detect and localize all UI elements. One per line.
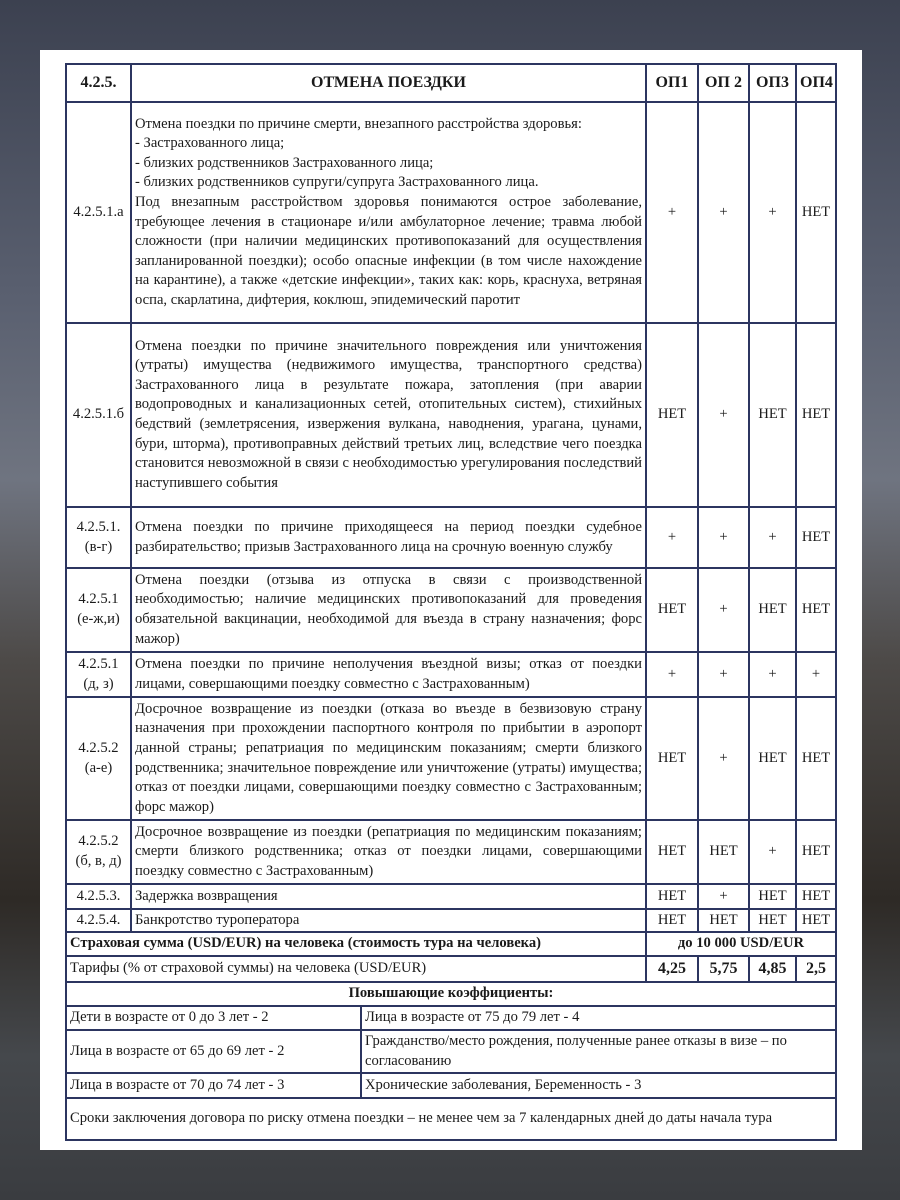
option-value: НЕТ — [749, 323, 796, 507]
coverage-row — [66, 697, 836, 820]
row-code: 4.2.5.3. — [66, 884, 131, 909]
option-value: НЕТ — [796, 884, 836, 909]
coefficient-cell: Дети в возрасте от 0 до 3 лет - 2 — [66, 1006, 361, 1030]
option-value: НЕТ — [796, 820, 836, 884]
option-value: НЕТ — [646, 884, 698, 909]
coefficients-header-row — [66, 982, 836, 1006]
section-code: 4.2.5. — [66, 64, 131, 102]
option-value: + — [749, 652, 796, 697]
row-code: 4.2.5.1 (д, з) — [66, 652, 131, 697]
coefficient-row — [66, 1073, 836, 1098]
row-code: 4.2.5.1.а — [66, 102, 131, 323]
option-value: НЕТ — [646, 568, 698, 652]
option-value: + — [646, 102, 698, 323]
row-code: 4.2.5.4. — [66, 909, 131, 932]
option-value: НЕТ — [796, 568, 836, 652]
section-title: ОТМЕНА ПОЕЗДКИ — [131, 64, 646, 102]
coverage-row — [66, 884, 836, 909]
row-description: Досрочное возвращение из поездки (отказа во въезде в безвизовую страну назначения при прохождении паспортного контроля по прибытии в аэропорт данной страны; репатриация по медицинским показаниям; смерти близкого родственника; значительное повреждение или уничтожение (утраты) имущества; отказ от поездки лицами, совершающими поездку совместно с Застрахованным; форс мажор) — [131, 697, 646, 820]
option-value: + — [646, 507, 698, 568]
sum-row — [66, 932, 836, 956]
option-value: + — [698, 102, 749, 323]
sum-label: Страховая сумма (USD/EUR) на человека (стоимость тура на человека) — [66, 932, 646, 956]
row-code: 4.2.5.2 (б, в, д) — [66, 820, 131, 884]
tariffs-label: Тарифы (% от страховой суммы) на человека (USD/EUR) — [66, 956, 646, 982]
coefficients-title: Повышающие коэффициенты: — [66, 982, 836, 1006]
option-header: ОП 2 — [698, 64, 749, 102]
row-code: 4.2.5.2 (а-е) — [66, 697, 131, 820]
coverage-row — [66, 568, 836, 652]
option-value: НЕТ — [698, 909, 749, 932]
coverage-row — [66, 652, 836, 697]
option-value: + — [646, 652, 698, 697]
tariff-value: 2,5 — [796, 956, 836, 982]
insurance-table — [65, 63, 837, 1141]
coefficient-cell: Лица в возрасте от 65 до 69 лет - 2 — [66, 1030, 361, 1073]
coefficient-row — [66, 1030, 836, 1073]
option-value: НЕТ — [749, 697, 796, 820]
row-description: Отмена поездки (отзыва из отпуска в связи с производственной необходимостью; наличие медицинских противопоказаний для проведения обязательной вакцинации, необходимой для въезда в страну назначения; форс мажор) — [131, 568, 646, 652]
row-description: Задержка возвращения — [131, 884, 646, 909]
row-code: 4.2.5.1 (е-ж,и) — [66, 568, 131, 652]
option-header: ОП4 — [796, 64, 836, 102]
coverage-row — [66, 507, 836, 568]
tariff-value: 4,25 — [646, 956, 698, 982]
coefficient-cell: Гражданство/место рождения, полученные ранее отказы в визе – по согласованию — [361, 1030, 836, 1073]
coefficient-row — [66, 1006, 836, 1030]
option-value: НЕТ — [646, 323, 698, 507]
footnote-row — [66, 1098, 836, 1140]
coverage-row — [66, 102, 836, 323]
footnote: Сроки заключения договора по риску отмена поездки – не менее чем за 7 календарных дней до даты начала тура — [66, 1098, 836, 1140]
option-value: + — [796, 652, 836, 697]
option-value: НЕТ — [796, 507, 836, 568]
row-description: Отмена поездки по причине приходящееся на период поездки судебное разбирательство; призыв Застрахованного лица на срочную военную службу — [131, 507, 646, 568]
option-value: НЕТ — [796, 909, 836, 932]
coefficient-cell: Лица в возрасте от 70 до 74 лет - 3 — [66, 1073, 361, 1098]
option-value: + — [698, 884, 749, 909]
option-header: ОП1 — [646, 64, 698, 102]
option-value: + — [749, 820, 796, 884]
row-code: 4.2.5.1. (в-г) — [66, 507, 131, 568]
row-description: Отмена поездки по причине смерти, внезапного расстройства здоровья: - Застрахованного лица; - близких родственников Застрахованного лица; - близких родственников супруги/супруга Застрахованного лица. Под внезапным расстройством здоровья понимаются острое заболевание, требующее лечения в стационаре и/или амбулаторное лечение; травма любой сложности (при наличии медицинских противопоказаний для осуществления запланированной поездки); особо опасные инфекции (в том числе нахождение на карантине), а также «детские инфекции», таких как: корь, краснуха, ветряная оспа, скарлатина, дифтерия, коклюш, эпидемический паротит — [131, 102, 646, 323]
tariff-value: 5,75 — [698, 956, 749, 982]
option-value: + — [698, 652, 749, 697]
option-value: НЕТ — [646, 697, 698, 820]
option-value: + — [749, 507, 796, 568]
coefficient-cell: Хронические заболевания, Беременность - 3 — [361, 1073, 836, 1098]
row-description: Отмена поездки по причине неполучения въездной визы; отказ от поездки лицами, совершающими поездку совместно с Застрахованным) — [131, 652, 646, 697]
option-value: + — [698, 507, 749, 568]
row-code: 4.2.5.1.б — [66, 323, 131, 507]
coverage-row — [66, 820, 836, 884]
row-description: Досрочное возвращение из поездки (репатриация по медицинским показаниям; смерти близкого родственника; отказ от поездки лицами, совершающими поездку совместно с Застрахованным) — [131, 820, 646, 884]
option-value: НЕТ — [796, 102, 836, 323]
sum-value: до 10 000 USD/EUR — [646, 932, 836, 956]
header-row — [66, 64, 836, 102]
option-value: НЕТ — [796, 697, 836, 820]
tariffs-row — [66, 956, 836, 982]
option-value: НЕТ — [646, 909, 698, 932]
tariff-value: 4,85 — [749, 956, 796, 982]
option-value: + — [698, 568, 749, 652]
document-page — [40, 50, 862, 1150]
row-description: Отмена поездки по причине значительного повреждения или уничтожения (утраты) имущества (недвижимого имущества, транспортного средства) Застрахованного лица в результате пожара, затопления (при аварии водопроводных и канализационных сетей, отопительных систем), стихийных бедствий (землетрясения, извержения вулкана, наводнения, урагана, цунами, бури, шторма), противоправных действий третьих лиц, вследствие чего поездка становится невозможной в связи с необходимостью урегулирования последствий наступившего события — [131, 323, 646, 507]
option-value: НЕТ — [749, 909, 796, 932]
option-value: НЕТ — [698, 820, 749, 884]
option-value: НЕТ — [749, 568, 796, 652]
option-value: НЕТ — [749, 884, 796, 909]
row-description: Банкротство туроператора — [131, 909, 646, 932]
option-value: + — [698, 697, 749, 820]
coverage-row — [66, 323, 836, 507]
option-header: ОП3 — [749, 64, 796, 102]
option-value: + — [698, 323, 749, 507]
coverage-row — [66, 909, 836, 932]
coefficient-cell: Лица в возрасте от 75 до 79 лет - 4 — [361, 1006, 836, 1030]
option-value: + — [749, 102, 796, 323]
option-value: НЕТ — [796, 323, 836, 507]
option-value: НЕТ — [646, 820, 698, 884]
